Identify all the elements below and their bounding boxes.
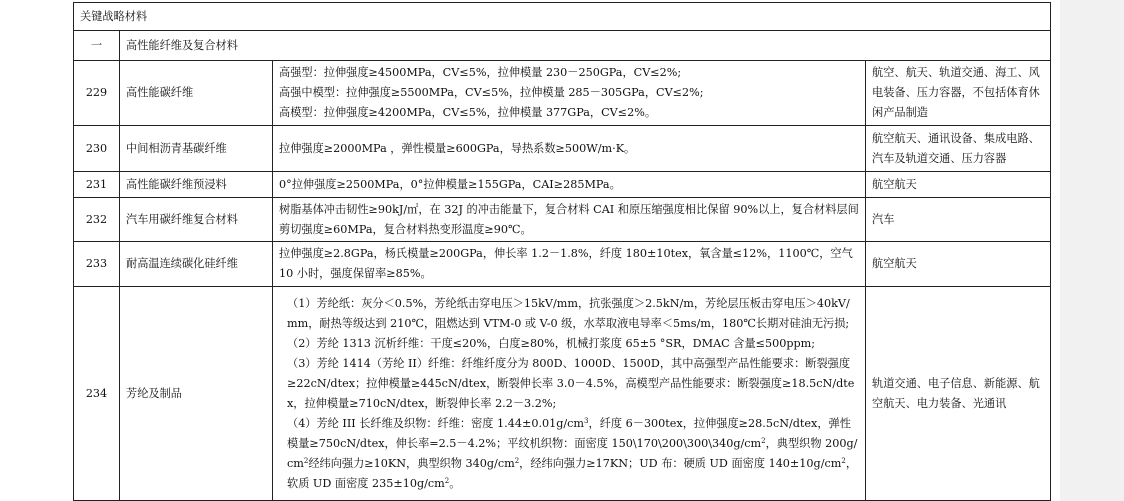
spec-text: 经纬向强力≥10KN，典型织物 340g/cm	[308, 456, 515, 470]
row-product-name: 高性能碳纤维预浸料	[120, 172, 273, 198]
section-title: 关键战略材料	[74, 3, 1051, 31]
row-product-name: 中间相沥青基碳纤维	[120, 126, 273, 172]
spec-paragraph	[279, 414, 859, 494]
row-application: 航空航天	[866, 172, 1051, 198]
row-specs	[273, 61, 866, 126]
row-application: 轨道交通、电子信息、新能源、航空航天、电力装备、光通讯	[866, 287, 1051, 501]
superscript: 2	[514, 456, 520, 465]
spec-line: 高强型：拉伸强度≥4500MPa，CV≤5%，拉伸模量 230－250GPa，CV≤2%;	[279, 66, 682, 79]
category-name: 高性能纤维及复合材料	[120, 31, 1051, 61]
table-row	[74, 198, 1051, 242]
spec-text: 。	[449, 476, 461, 490]
row-product-name: 芳纶及制品	[120, 287, 273, 501]
row-number: 234	[74, 287, 120, 501]
section-header-row	[74, 3, 1051, 31]
row-application: 航空航天、通讯设备、集成电路、汽车及轨道交通、压力容器	[866, 126, 1051, 172]
row-number: 233	[74, 242, 120, 287]
category-row	[74, 31, 1051, 61]
spec-paragraph: （1）芳纶纸：灰分＜0.5%，芳纶纸击穿电压＞15kV/mm，抗张强度＞2.5kN/m，芳纶层压板击穿电压＞40kV/mm，耐热等级达到 210℃，阻燃达到 VTM-0 或 V-0 级，水萃取液电导率＜5ms/m，180℃长期对硅油无污损;	[287, 296, 850, 330]
row-product-name: 汽车用碳纤维复合材料	[120, 198, 273, 242]
superscript: 3	[584, 416, 589, 425]
spec-line: 高模型：拉伸强度≥4200MPa，CV≤5%，拉伸模量 377GPa，CV≤2%。	[279, 106, 657, 119]
superscript: 2	[761, 436, 766, 445]
spec-text: （4）芳纶 III 长纤维及织物：纤维：密度 1.44±0.01g/cm	[287, 416, 585, 430]
table-row	[74, 242, 1051, 287]
materials-table	[73, 2, 1051, 501]
spec-paragraph: （2）芳纶 1313 沉析纤维：干度≤20%，白度≥80%，机械打浆度 65±5 °SR，DMAC 含量≤500ppm;	[287, 336, 816, 350]
row-number: 232	[74, 198, 120, 242]
row-application: 汽车	[866, 198, 1051, 242]
row-number: 230	[74, 126, 120, 172]
row-number: 229	[74, 61, 120, 126]
spec-text: ，经纬向强力≥17KN；UD 布：硬质 UD 面密度 140±10g/cm	[519, 456, 842, 470]
row-number: 231	[74, 172, 120, 198]
category-index: 一	[74, 31, 120, 61]
table-row	[74, 126, 1051, 172]
superscript: 2	[841, 456, 846, 465]
spec-text: ，软质 UD 面密度 235±10g/cm	[287, 456, 858, 490]
table-row	[74, 172, 1051, 198]
spec-text: ，纤度 6－300tex，拉伸强度≥28.5cN/dtex，弹性模量≥750cN/dtex，伸长率=2.5－4.2%；平纹机织物：面密度 150\170\200\300\340g/cm	[287, 416, 851, 450]
superscript: 2	[444, 476, 450, 485]
spec-paragraph: （3）芳纶 1414（芳纶 II）纤维：纤维纤度分为 800D、1000D、1500D，其中高强型产品性能要求：断裂强度≥22cN/dtex；拉伸模量≥445cN/dtex，断裂伸长率 3.0－4.5%，高模型产品性能要求：断裂强度≥18.5cN/dtex，拉伸模量≥710cN/dtex，断裂伸长率 2.2－3.2%;	[287, 356, 855, 410]
table-row	[74, 287, 1051, 501]
spec-line: 高强中模型：拉伸强度≥5500MPa，CV≤5%，拉伸模量 285－305GPa，CV≤2%;	[279, 86, 704, 99]
superscript: 2	[303, 456, 309, 465]
row-specs: 拉伸强度≥2.8GPa，杨氏模量≥200GPa，伸长率 1.2－1.8%，纤度 180±10tex，氧含量≤12%，1100℃，空气 10 小时，强度保留率≥85%。	[273, 242, 866, 287]
row-specs: 拉伸强度≥2000MPa ，弹性模量≥600GPa，导热系数≥500W/m·K。	[273, 126, 866, 172]
row-product-name: 高性能碳纤维	[120, 61, 273, 126]
spec-text: ，典型织物 200g/cm	[287, 436, 858, 470]
row-specs: 树脂基体冲击韧性≥90kJ/㎡，在 32J 的冲击能量下，复合材料 CAI 和原压缩强度相比保留 90%以上，复合材料层间剪切强度≥60MPa，复合材料热变形温度≥90℃。	[273, 198, 866, 242]
row-product-name: 耐高温连续碳化硅纤维	[120, 242, 273, 287]
row-application: 航空航天	[866, 242, 1051, 287]
row-application: 航空、航天、轨道交通、海工、风电装备、压力容器，不包括体育休闲产品制造	[866, 61, 1051, 126]
table-row	[74, 61, 1051, 126]
row-specs: 0°拉伸强度≥2500MPa，0°拉伸模量≥155GPa，CAI≥285MPa。	[273, 172, 866, 198]
row-specs	[273, 287, 866, 501]
